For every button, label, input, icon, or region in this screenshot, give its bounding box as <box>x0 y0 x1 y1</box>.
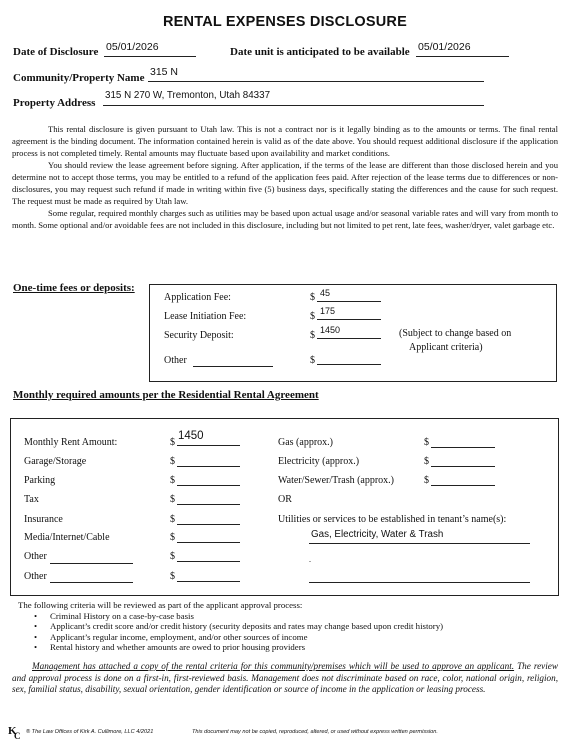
insurance-field[interactable] <box>177 511 240 525</box>
monthly-other-2-label: Other <box>24 571 47 582</box>
security-deposit-field[interactable] <box>317 325 381 339</box>
garage-storage-field[interactable] <box>177 453 240 467</box>
logo-letter: K <box>8 725 17 737</box>
currency-symbol: $ <box>170 456 175 467</box>
date-available-field[interactable] <box>416 43 509 57</box>
media-internet-cable-label: Media/Internet/Cable <box>24 532 110 543</box>
monthly-other-2-name-field[interactable] <box>50 581 133 583</box>
lease-initiation-fee-field[interactable] <box>317 306 381 320</box>
monthly-other-2-field[interactable] <box>177 568 240 582</box>
deposit-note-line-2: Applicant criteria) <box>409 342 483 353</box>
parking-label: Parking <box>24 475 56 486</box>
tax-label: Tax <box>24 494 39 505</box>
date-of-disclosure-field[interactable] <box>104 43 196 57</box>
management-statement <box>12 661 558 696</box>
one-time-other-field[interactable] <box>317 351 381 365</box>
currency-symbol: $ <box>170 514 175 525</box>
currency-symbol: $ <box>310 330 315 341</box>
disclosure-paragraph-3: Some regular, required monthly charges such as utilities may be based upon actual usage and/or seasonal variable rates and will vary from month to month. Some optional and/or avoidable fees are not included in this disclosure, including but not limited to pet rent, late fees, washer/dryer, valet garbage etc. <box>12 208 558 231</box>
lease-initiation-fee-label: Lease Initiation Fee: <box>164 311 247 322</box>
currency-symbol: $ <box>424 437 429 448</box>
monthly-other-1-label: Other <box>24 551 47 562</box>
community-label: Community/Property Name <box>13 72 145 84</box>
community-field[interactable] <box>148 68 484 82</box>
criteria-intro: The following criteria will be reviewed as part of the applicant approval process: <box>18 600 303 610</box>
address-field[interactable] <box>103 92 484 106</box>
gas-field[interactable] <box>431 434 495 448</box>
one-time-other-label: Other <box>164 355 187 366</box>
currency-symbol: $ <box>170 494 175 505</box>
currency-symbol: $ <box>170 551 175 562</box>
currency-symbol: $ <box>310 311 315 322</box>
date-of-disclosure-value: 05/01/2026 <box>106 41 159 53</box>
one-time-other-name-field[interactable] <box>193 365 273 367</box>
address-value: 315 N 270 W, Tremonton, Utah 84337 <box>105 90 271 101</box>
criteria-item: • Applicant’s regular income, employment, and/or other sources of income <box>50 632 443 642</box>
management-statement-rest: The review and approval process is done on a first-in, first-reviewed basis. Management does not discriminate based on race, color, national origin, religion, sex, familial status, disability, sexual orientation, gender identification or source of income in the application or leasing process. <box>12 661 558 695</box>
or-label: OR <box>278 494 292 505</box>
lease-initiation-fee-value: 175 <box>320 306 336 316</box>
currency-symbol: $ <box>170 437 175 448</box>
utilities-line-2-value: . <box>309 555 311 564</box>
currency-symbol: $ <box>424 475 429 486</box>
application-fee-value: 45 <box>320 288 331 298</box>
criteria-item: • Criminal History on a case-by-case basis <box>50 611 443 621</box>
media-internet-cable-field[interactable] <box>177 529 240 543</box>
gas-label: Gas (approx.) <box>278 437 333 448</box>
tax-field[interactable] <box>177 491 240 505</box>
application-fee-label: Application Fee: <box>164 292 231 303</box>
date-available-label: Date unit is anticipated to be available <box>230 46 410 58</box>
date-available-value: 05/01/2026 <box>418 41 471 53</box>
monthly-rent-label: Monthly Rent Amount: <box>24 437 118 448</box>
security-deposit-value: 1450 <box>320 325 341 335</box>
community-value: 315 N <box>150 66 179 78</box>
parking-field[interactable] <box>177 472 240 486</box>
electricity-field[interactable] <box>431 453 495 467</box>
footer-copyright: ® The Law Offices of Kirk A. Cullimore, LLC 4/2021 <box>26 729 154 735</box>
monthly-other-1-field[interactable] <box>177 548 240 562</box>
logo-letter: C <box>14 731 21 740</box>
currency-symbol: $ <box>170 532 175 543</box>
currency-symbol: $ <box>424 456 429 467</box>
utilities-field-2[interactable] <box>309 581 530 583</box>
water-sewer-trash-field[interactable] <box>431 472 495 486</box>
management-statement-underlined: Management has attached a copy of the rental criteria for this community/premises which will be used to approve an applicant. <box>32 661 515 671</box>
footer-notice: This document may not be copied, reproduced, altered, or used without express written permission. <box>192 729 438 735</box>
monthly-rent-value: 1450 <box>178 430 204 442</box>
utilities-field[interactable] <box>309 530 530 544</box>
disclosure-paragraph-2: You should review the lease agreement before signing. After application, if the terms of the lease are different than those disclosed herein and you determine not to accept those terms, you may be entitled to a refund of the application fees paid. After rejection of the lease terms due to differences or non-disclosures, you may request such refund if made in writing within five (5) business days, specifically stating the differences and the cause for such request. The request must be made as required by Utah law. <box>12 160 558 207</box>
monthly-amounts-heading: Monthly required amounts per the Residential Rental Agreement <box>13 389 319 401</box>
disclosure-paragraph-1: This rental disclosure is given pursuant to Utah law. This is not a contract nor is it legally binding as to the amounts or terms. The final rental agreement is the binding document. The information contained herein is valid as of the date above. You should request additional disclosure if the application process is not completed timely. Rental amounts may fluctuate based upon availability and market conditions. <box>12 124 558 159</box>
monthly-rent-field[interactable] <box>177 432 240 446</box>
law-office-logo <box>8 724 24 740</box>
monthly-other-1-name-field[interactable] <box>50 562 133 564</box>
disclosure-text <box>12 123 558 231</box>
water-sewer-trash-label: Water/Sewer/Trash (approx.) <box>278 475 395 486</box>
one-time-fees-heading: One-time fees or deposits: <box>13 282 135 294</box>
deposit-note-line-1: (Subject to change based on <box>399 328 512 339</box>
security-deposit-label: Security Deposit: <box>164 330 234 341</box>
page-title: RENTAL EXPENSES DISCLOSURE <box>163 14 407 30</box>
currency-symbol: $ <box>170 475 175 486</box>
currency-symbol: $ <box>310 355 315 366</box>
currency-symbol: $ <box>310 292 315 303</box>
garage-storage-label: Garage/Storage <box>24 456 87 467</box>
application-fee-field[interactable] <box>317 288 381 302</box>
criteria-list <box>50 611 443 653</box>
utilities-label: Utilities or services to be established in tenant’s name(s): <box>278 514 507 525</box>
date-of-disclosure-label: Date of Disclosure <box>13 46 99 58</box>
utilities-value: Gas, Electricity, Water & Trash <box>311 529 444 540</box>
criteria-item: • Rental history and whether amounts are owed to prior housing providers <box>50 642 443 652</box>
currency-symbol: $ <box>170 571 175 582</box>
insurance-label: Insurance <box>24 514 63 525</box>
criteria-item: • Applicant’s credit score and/or credit history (security deposits and rates may change based upon credit history) <box>50 621 443 631</box>
electricity-label: Electricity (approx.) <box>278 456 360 467</box>
address-label: Property Address <box>13 97 96 109</box>
